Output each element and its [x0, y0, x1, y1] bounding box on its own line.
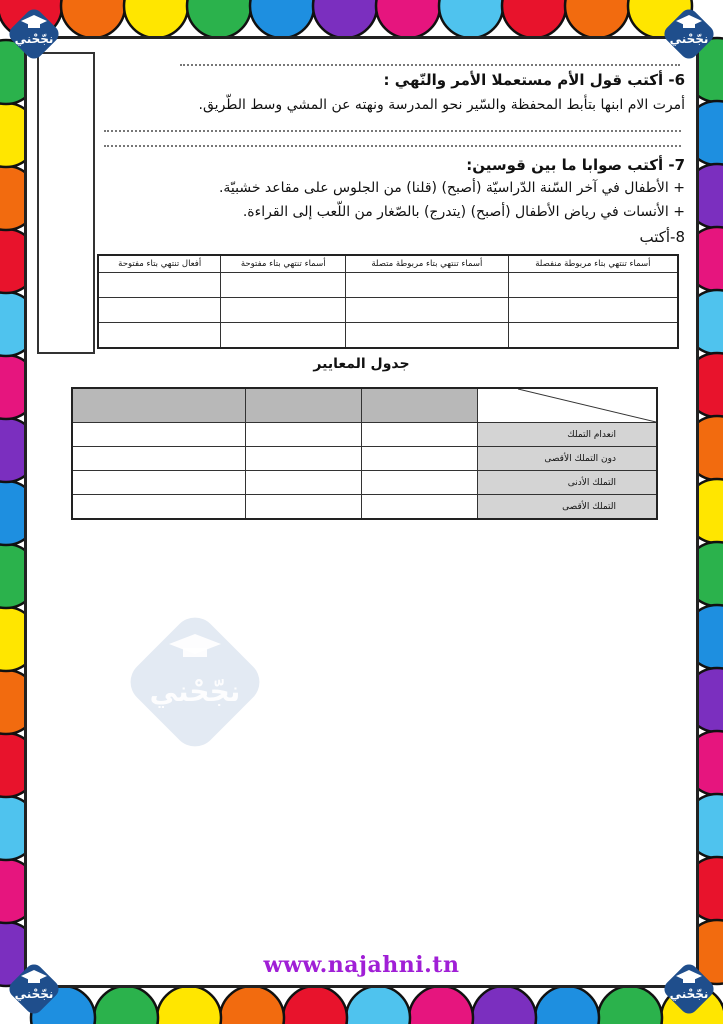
score-cell[interactable] [246, 447, 362, 471]
diagonal-corner-cell [478, 388, 658, 423]
answer-cell[interactable] [346, 323, 509, 349]
logo-text: نجّحْني [14, 32, 54, 46]
border-scallop [220, 986, 284, 1024]
criterion-header-cell [246, 388, 362, 423]
score-cell[interactable] [246, 423, 362, 447]
score-cell[interactable] [72, 471, 246, 495]
border-scallop [376, 0, 440, 38]
table-row [72, 471, 657, 495]
answer-cell[interactable] [221, 298, 346, 323]
score-cell[interactable] [246, 471, 362, 495]
score-cell[interactable] [246, 495, 362, 520]
answer-cell[interactable] [221, 323, 346, 349]
criterion-header-cell [362, 388, 478, 423]
border-scallop [409, 986, 473, 1024]
question-7-heading: 7- أكتب صوابا ما بين قوسين: [466, 156, 685, 174]
answer-cell[interactable] [98, 273, 221, 298]
border-scallop [157, 986, 221, 1024]
answer-dotted-line [104, 130, 681, 132]
criteria-row-label: التملك الأقصى [478, 495, 658, 520]
border-scallop [502, 0, 566, 38]
table-row [72, 495, 657, 520]
question-6-heading: 6- أكتب قول الأم مستعملا الأمر والنّهي : [383, 71, 685, 89]
criteria-table [71, 387, 658, 520]
question-6-text: أمرت الام ابنها بتأبط المحفظة والسّير نحو المدرسة ونهته عن المشي وسط الطّريق. [198, 97, 685, 113]
answer-cell[interactable] [508, 323, 678, 349]
diagonal-line [518, 389, 656, 422]
border-scallop [598, 986, 662, 1024]
logo-text: نجّحْني [669, 987, 709, 1001]
grading-margin-box [37, 52, 95, 354]
border-scallop [313, 0, 377, 38]
criteria-row-label: التملك الأدنى [478, 471, 658, 495]
question-8-heading: 8-أكتب [639, 228, 685, 246]
score-cell[interactable] [72, 495, 246, 520]
answer-cell[interactable] [508, 298, 678, 323]
table-row [98, 323, 678, 349]
answer-dotted-line [104, 145, 681, 147]
najahni-logo[interactable] [658, 3, 720, 65]
site-url-link[interactable]: www.najahni.tn [263, 952, 460, 978]
names-classification-table [97, 254, 679, 349]
border-scallop [187, 0, 251, 38]
criteria-row-label: انعدام التملك [478, 423, 658, 447]
question-7-line-2: + الأنسات في رياض الأطفال (أصبح) (يتدرج) بالصّغار من اللّعب إلى القراءة. [242, 204, 685, 220]
answer-cell[interactable] [221, 273, 346, 298]
answer-cell[interactable] [508, 273, 678, 298]
score-cell[interactable] [362, 495, 478, 520]
table-row [72, 423, 657, 447]
najahni-watermark-logo [121, 606, 269, 758]
score-cell[interactable] [362, 471, 478, 495]
border-scallop [439, 0, 503, 38]
column-header: أسماء تنتهي بتاء مربوطة متصلة [346, 255, 509, 273]
criterion-header-cell [72, 388, 246, 423]
border-scallop [124, 0, 188, 38]
answer-cell[interactable] [98, 323, 221, 349]
border-scallop [94, 986, 158, 1024]
border-scallop [283, 986, 347, 1024]
score-cell[interactable] [72, 447, 246, 471]
table-row [72, 447, 657, 471]
column-header: أسماء تنتهي بتاء مفتوحة [221, 255, 346, 273]
border-scallop [535, 986, 599, 1024]
answer-cell[interactable] [98, 298, 221, 323]
border-scallop [61, 0, 125, 38]
question-7-line-1: + الأطفال في آخر السّنة الدّراسيّة (أصبح) (قلنا) من الجلوس على مقاعد خشبيّة. [218, 180, 685, 196]
score-cell[interactable] [362, 447, 478, 471]
score-cell[interactable] [72, 423, 246, 447]
najahni-logo[interactable] [3, 3, 65, 65]
column-header: أفعال تنتهي بتاء مفتوحة [98, 255, 221, 273]
watermark-logo-text: نجّحْني [149, 675, 241, 708]
table-row [98, 273, 678, 298]
answer-cell[interactable] [346, 273, 509, 298]
column-header: أسماء تنتهي بتاء مربوطة منفصلة [508, 255, 678, 273]
border-scallop [472, 986, 536, 1024]
score-cell[interactable] [362, 423, 478, 447]
criteria-title: جدول المعايير [313, 356, 410, 372]
dotted-line [180, 64, 680, 66]
answer-cell[interactable] [346, 298, 509, 323]
border-scallop [346, 986, 410, 1024]
criteria-row-label: دون التملك الأقصى [478, 447, 658, 471]
border-scallop [250, 0, 314, 38]
border-scallop [565, 0, 629, 38]
logo-text: نجّحْني [14, 987, 54, 1001]
logo-text: نجّحْني [669, 32, 709, 46]
table-row [98, 298, 678, 323]
